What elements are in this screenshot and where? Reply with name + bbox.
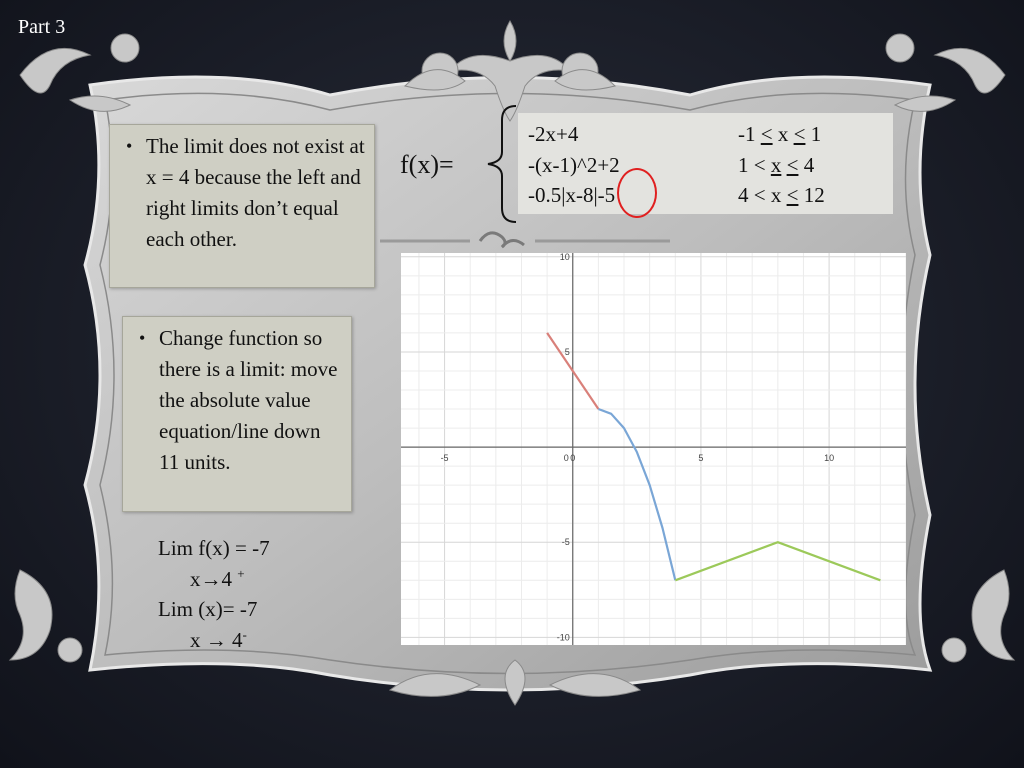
change-function-bullet: • Change function so there is a limit: move the absolute value equation/line down 11 units. <box>131 323 345 478</box>
y-tick-label: 10 <box>559 253 570 262</box>
x-tick-label: 0 <box>570 453 576 464</box>
limit-explanation-bullet: • The limit does not exist at x = 4 because the left and right limits don’t equal each other. <box>118 131 368 255</box>
limit-left-text: Lim (x)= -7 <box>158 597 258 621</box>
function-label: f(x)= <box>400 150 454 179</box>
piece-row <box>528 180 888 210</box>
series-line <box>598 409 675 580</box>
piece-domain: 4 < x < 12 <box>738 183 825 207</box>
limit-right-approach: x→4 + <box>190 566 245 591</box>
bottom-center-ornament <box>380 650 650 720</box>
x-tick-label: 5 <box>698 453 704 464</box>
piecewise-definition <box>518 113 893 214</box>
bottom-left-ornament <box>0 560 110 680</box>
origin-label: 0 <box>563 453 569 464</box>
annotation-circle <box>617 168 657 218</box>
piece-domain: 1 < x < 4 <box>738 153 815 177</box>
piece-expression: -2x+4 <box>528 122 579 146</box>
limit-left-approach: x → 4- <box>190 627 247 652</box>
slide-title: Part 3 <box>18 16 66 38</box>
limit-right-text: Lim f(x) = -7 <box>158 536 270 560</box>
piece-row <box>528 150 888 180</box>
x-tick-label: 10 <box>824 453 835 464</box>
y-tick-label: 5 <box>564 346 570 357</box>
change-function-box <box>122 316 352 512</box>
brace-icon <box>480 104 520 224</box>
y-tick-label: -5 <box>561 537 570 548</box>
x-tick-label: -5 <box>440 453 449 464</box>
piece-row <box>528 119 888 149</box>
piece-domain: -1 < x < 1 <box>738 122 822 146</box>
top-right-ornament <box>875 20 1015 130</box>
graph-canvas <box>401 253 906 645</box>
function-graph <box>401 253 906 645</box>
y-tick-label: -10 <box>556 632 570 643</box>
limit-explanation-box <box>109 124 375 288</box>
bottom-right-ornament <box>914 560 1024 680</box>
piece-expression: -0.5|x-8|-5 <box>528 183 616 207</box>
piece-expression: -(x-1)^2+2 <box>528 153 620 177</box>
